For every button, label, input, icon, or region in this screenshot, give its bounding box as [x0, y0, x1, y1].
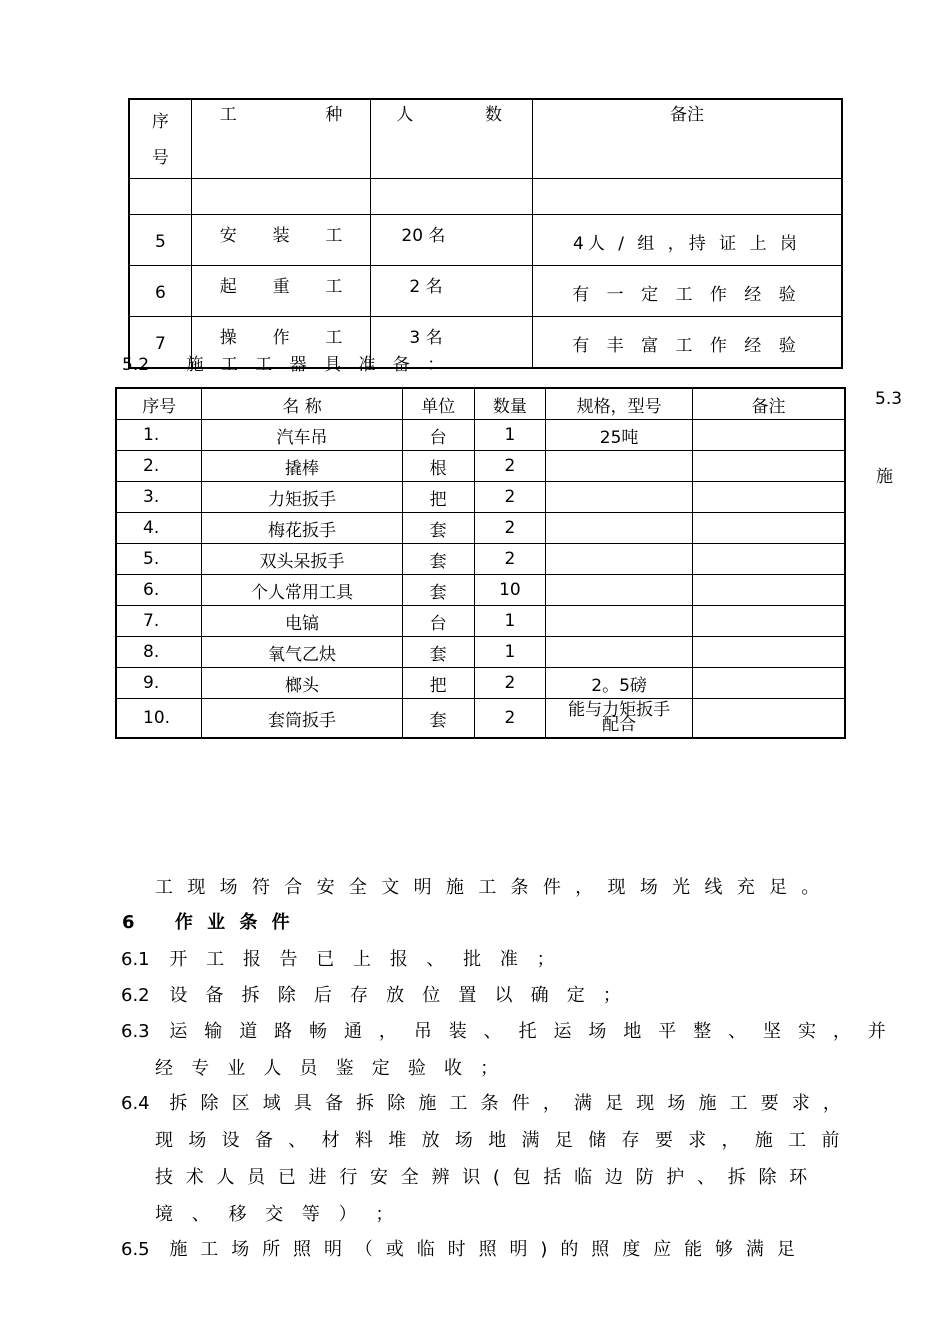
- table-row: [116, 544, 845, 575]
- cell-qty: 10: [474, 575, 546, 606]
- type-char: 重: [272, 277, 290, 297]
- cell-qty: 2: [474, 668, 546, 699]
- row-type: [191, 266, 371, 317]
- cell-no: 6.: [116, 575, 202, 606]
- cell-name: 力矩扳手: [202, 482, 402, 513]
- header-unit: 单位: [402, 388, 474, 420]
- section-5-2-heading: [122, 350, 450, 375]
- header-no-line2: 号: [151, 148, 169, 168]
- item-number: 6.1: [121, 949, 150, 970]
- table-header-row: [116, 388, 845, 420]
- spec-line-2: 配合: [602, 715, 637, 735]
- cell-unit: 套: [402, 637, 474, 668]
- cell-spec: [546, 606, 693, 637]
- table-row: [116, 420, 845, 451]
- cell-unit: 套: [402, 513, 474, 544]
- section-number: 6: [122, 912, 135, 933]
- item-6-2: [121, 981, 627, 1007]
- cell-note: [692, 451, 845, 482]
- header-note: 备注: [692, 388, 845, 420]
- cell-note: [692, 637, 845, 668]
- header-type-char-2: 种: [325, 105, 343, 125]
- section-6-heading: [122, 908, 294, 934]
- type-char: 工: [325, 277, 343, 297]
- header-name: 名 称: [202, 388, 402, 420]
- table-row: [116, 451, 845, 482]
- cell-name: 双头呆扳手: [202, 544, 402, 575]
- cell-name: 套筒扳手: [202, 699, 402, 739]
- item-6-4-line-4: 境 、 移 交 等 ） ；: [155, 1204, 400, 1225]
- section-number: 5.2: [122, 355, 150, 375]
- header-type-char-1: 工: [219, 105, 237, 125]
- item-6-4-line-3: 技 术 人 员 已 进 行 安 全 辨 识 ( 包 括 临 边 防 护 、 拆 除 环: [155, 1167, 811, 1188]
- type-char: 工: [325, 328, 343, 348]
- cell-qty: 1: [474, 420, 546, 451]
- empty-cell: [129, 179, 191, 215]
- cell-qty: 2: [474, 482, 546, 513]
- cell-unit: 台: [402, 606, 474, 637]
- cell-no: 1.: [116, 420, 202, 451]
- cell-no: 4.: [116, 513, 202, 544]
- table-row: [116, 575, 845, 606]
- item-number: 6.4: [121, 1093, 150, 1114]
- cell-unit: 把: [402, 668, 474, 699]
- cell-name: 氧气乙炔: [202, 637, 402, 668]
- cell-note: [692, 575, 845, 606]
- row-no: 5: [129, 215, 191, 266]
- tools-table: [115, 387, 846, 739]
- cell-unit: 套: [402, 575, 474, 606]
- section-5-3-continuation: 工 现 场 符 合 安 全 文 明 施 工 条 件 ， 现 场 光 线 充 足 。: [155, 877, 824, 898]
- cell-note: [692, 513, 845, 544]
- empty-cell: [533, 179, 843, 215]
- section-5-3-first-char: 施: [876, 467, 893, 487]
- cell-no: 10.: [116, 699, 202, 739]
- cell-no: 2.: [116, 451, 202, 482]
- cell-qty: 2: [474, 699, 546, 739]
- cell-no: 3.: [116, 482, 202, 513]
- cell-no: 8.: [116, 637, 202, 668]
- table-row: [116, 482, 845, 513]
- table-row: [129, 266, 842, 317]
- cell-name: 梅花扳手: [202, 513, 402, 544]
- item-text: 施 工 场 所 照 明 （ 或 临 时 照 明 ) 的 照 度 应 能 够 满 足: [169, 1239, 799, 1260]
- type-char: 安: [219, 226, 237, 246]
- header-no: 序号: [116, 388, 202, 420]
- personnel-table: [128, 98, 843, 369]
- cell-qty: 2: [474, 513, 546, 544]
- cell-name: 榔头: [202, 668, 402, 699]
- cell-spec: [546, 637, 693, 668]
- header-cell-no: [129, 99, 191, 179]
- cell-qty: 1: [474, 606, 546, 637]
- item-6-3: [121, 1017, 891, 1043]
- header-cell-count: [371, 99, 533, 179]
- row-note: 有 一 定 工 作 经 验: [533, 266, 843, 317]
- section-5-3-number: 5.3: [875, 389, 903, 409]
- cell-spec: [546, 451, 693, 482]
- item-6-1: [121, 945, 561, 971]
- cell-qty: 1: [474, 637, 546, 668]
- type-char: 起: [219, 277, 237, 297]
- cell-name: 电镐: [202, 606, 402, 637]
- header-count-char-2: 数: [485, 105, 502, 125]
- header-cell-type: [191, 99, 371, 179]
- table-row-empty: [129, 179, 842, 215]
- empty-cell: [191, 179, 371, 215]
- row-no: 7: [129, 317, 191, 369]
- section-title: 作 业 条 件: [174, 912, 294, 933]
- header-count-char-1: 人: [396, 105, 414, 125]
- cell-spec: [546, 482, 693, 513]
- cell-note: [692, 420, 845, 451]
- item-text: 运 输 道 路 畅 通 ， 吊 装 、 托 运 场 地 平 整 、 坚 实 ， 并: [169, 1021, 892, 1042]
- item-6-3-line-2: 经 专 业 人 员 鉴 定 验 收 ；: [155, 1058, 505, 1079]
- cell-unit: 把: [402, 482, 474, 513]
- cell-spec: 25吨: [546, 420, 693, 451]
- header-qty: 数量: [474, 388, 546, 420]
- item-number: 6.3: [121, 1021, 150, 1042]
- item-number: 6.5: [121, 1239, 150, 1260]
- cell-note: [692, 606, 845, 637]
- cell-qty: 2: [474, 451, 546, 482]
- type-char: 操: [219, 328, 237, 348]
- spec-line-1: 能与力矩扳手: [568, 700, 671, 720]
- cell-qty: 2: [474, 544, 546, 575]
- cell-spec: [546, 699, 693, 739]
- table-header-row: [129, 99, 842, 179]
- item-6-4-line-2: 现 场 设 备 、 材 料 堆 放 场 地 满 足 储 存 要 求 ， 施 工 前: [155, 1130, 845, 1151]
- cell-note: [692, 668, 845, 699]
- section-title: 施 工 工 器 具 准 备 ：: [186, 355, 451, 375]
- cell-note: [692, 482, 845, 513]
- cell-unit: 套: [402, 699, 474, 739]
- row-count: 2 名: [371, 266, 533, 317]
- type-char: 作: [272, 328, 290, 348]
- table-row: [116, 513, 845, 544]
- header-no-line1: 序: [151, 112, 169, 132]
- cell-name: 个人常用工具: [202, 575, 402, 606]
- header-note-char-1: 备: [670, 105, 687, 125]
- header-note-char-2: 注: [687, 105, 704, 125]
- cell-spec: [546, 575, 693, 606]
- item-text: 开 工 报 告 已 上 报 、 批 准 ；: [169, 949, 562, 970]
- cell-spec: 2。5磅: [546, 668, 693, 699]
- type-char: 装: [272, 226, 290, 246]
- cell-unit: 根: [402, 451, 474, 482]
- cell-unit: 台: [402, 420, 474, 451]
- table-row: [129, 215, 842, 266]
- item-6-5: [121, 1235, 798, 1261]
- cell-name: 撬棒: [202, 451, 402, 482]
- row-no: 6: [129, 266, 191, 317]
- row-type: [191, 215, 371, 266]
- row-count: 3 名: [371, 317, 533, 369]
- row-note: 有 丰 富 工 作 经 验: [533, 317, 843, 369]
- header-spec: 规格，型号: [546, 388, 693, 420]
- type-char: 工: [325, 226, 343, 246]
- row-note: 4人 / 组 ，持 证 上 岗: [533, 215, 843, 266]
- table-row: [116, 637, 845, 668]
- cell-no: 9.: [116, 668, 202, 699]
- cell-spec: [546, 544, 693, 575]
- item-6-4: [121, 1089, 845, 1115]
- cell-spec: [546, 513, 693, 544]
- header-cell-note: [533, 99, 843, 179]
- table-row: [116, 606, 845, 637]
- cell-note: [692, 699, 845, 739]
- item-number: 6.2: [121, 985, 150, 1006]
- cell-no: 7.: [116, 606, 202, 637]
- table-row: [116, 668, 845, 699]
- cell-no: 5.: [116, 544, 202, 575]
- item-text: 拆 除 区 域 具 备 拆 除 施 工 条 件 ， 满 足 现 场 施 工 要 求 ，: [169, 1093, 845, 1114]
- item-text: 设 备 拆 除 后 存 放 位 置 以 确 定 ；: [169, 985, 628, 1006]
- cell-note: [692, 544, 845, 575]
- cell-unit: 套: [402, 544, 474, 575]
- empty-cell: [371, 179, 533, 215]
- cell-name: 汽车吊: [202, 420, 402, 451]
- table-row: [116, 699, 845, 739]
- row-count: 20 名: [371, 215, 533, 266]
